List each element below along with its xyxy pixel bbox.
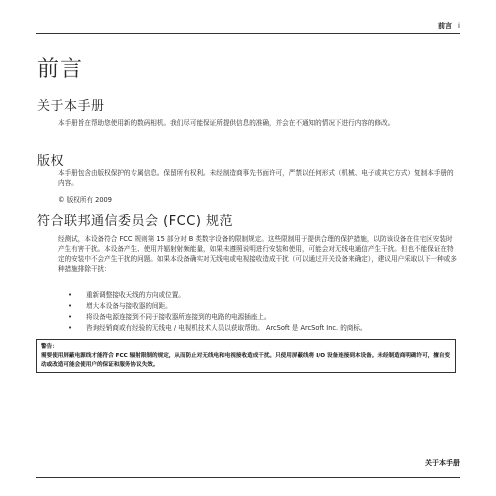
section-title-fcc: 符合联邦通信委员会 (FCC) 规范: [37, 214, 234, 229]
chapter-title: 前言: [37, 57, 84, 82]
running-header-title: 前言: [438, 22, 453, 30]
fcc-paragraph: 经测试，本设备符合 FCC 规则第 15 部分对 B 类数字设备的限制规定。这些限制用于提供合理的保护措施，以防该设备在住宅区安装时产生有害干扰。本设备产生、使用并辐射射频能量，如果未遵照说明进行安装和使用，可能会对无线电通信产生干扰。但也不能保证在特定的安装中不会产生干扰的问题。如果本设备确实对无线电或电视接收造成干扰（可以通过开关设备来确定），建议用户采取以下一种或多种措施排除干扰：: [58, 235, 457, 273]
footer-label: 关于本手册: [425, 459, 460, 467]
list-item: [58, 290, 458, 301]
bullet-icon: •: [68, 324, 73, 332]
fcc-bullet-list: [58, 290, 458, 334]
bullet-icon: •: [68, 302, 73, 310]
list-item: [58, 323, 458, 334]
warning-title: 警告：: [41, 344, 58, 350]
header-rule: [36, 33, 460, 34]
copyright-notice: © 版权所有 2009: [58, 196, 112, 204]
list-item-text: 咨询经销商或有经验的无线电 / 电视机技术人员以获取帮助。 ArcSoft 是 ArcSoft Inc. 的商标。: [86, 324, 367, 332]
copyright-paragraph: 本手册包含由版权保护的专属信息。保留所有权利。未经制造商事先书面许可，严禁以任何形式（机械、电子或其它方式）复制本手册的内容。: [58, 169, 454, 187]
warning-box: [36, 339, 456, 373]
warning-text: 需要使用屏蔽电源线才能符合 FCC 辐射限制的规定，从而防止对无线电和电视接收造成干扰。只使用屏蔽线将 I/O 设备连接到本设备。未经制造商明确许可，擅自变动或改造可能会使用户的保证和服务协议失效。: [41, 353, 451, 368]
bullet-icon: •: [68, 291, 73, 299]
list-item-text: 增大本设备与接收器的间距。: [86, 302, 172, 310]
running-header: [438, 21, 460, 31]
section-title-copyright: 版权: [37, 154, 65, 169]
list-item-text: 将设备电源连接到不同于接收器所连接到的电路的电源插座上。: [86, 313, 271, 321]
section-title-about: 关于本手册: [37, 99, 105, 114]
bullet-icon: •: [68, 313, 73, 321]
list-item: [58, 301, 458, 312]
about-paragraph: 本手册旨在帮助您使用新的数码相机。我们尽可能保证所提供信息的准确，并会在不通知的情况下进行内容的修改。: [58, 119, 395, 127]
footer-rule: [36, 477, 460, 478]
list-item: [58, 312, 458, 323]
page-number: i: [458, 22, 460, 30]
list-item-text: 重新调整接收天线的方向或位置。: [86, 291, 185, 299]
